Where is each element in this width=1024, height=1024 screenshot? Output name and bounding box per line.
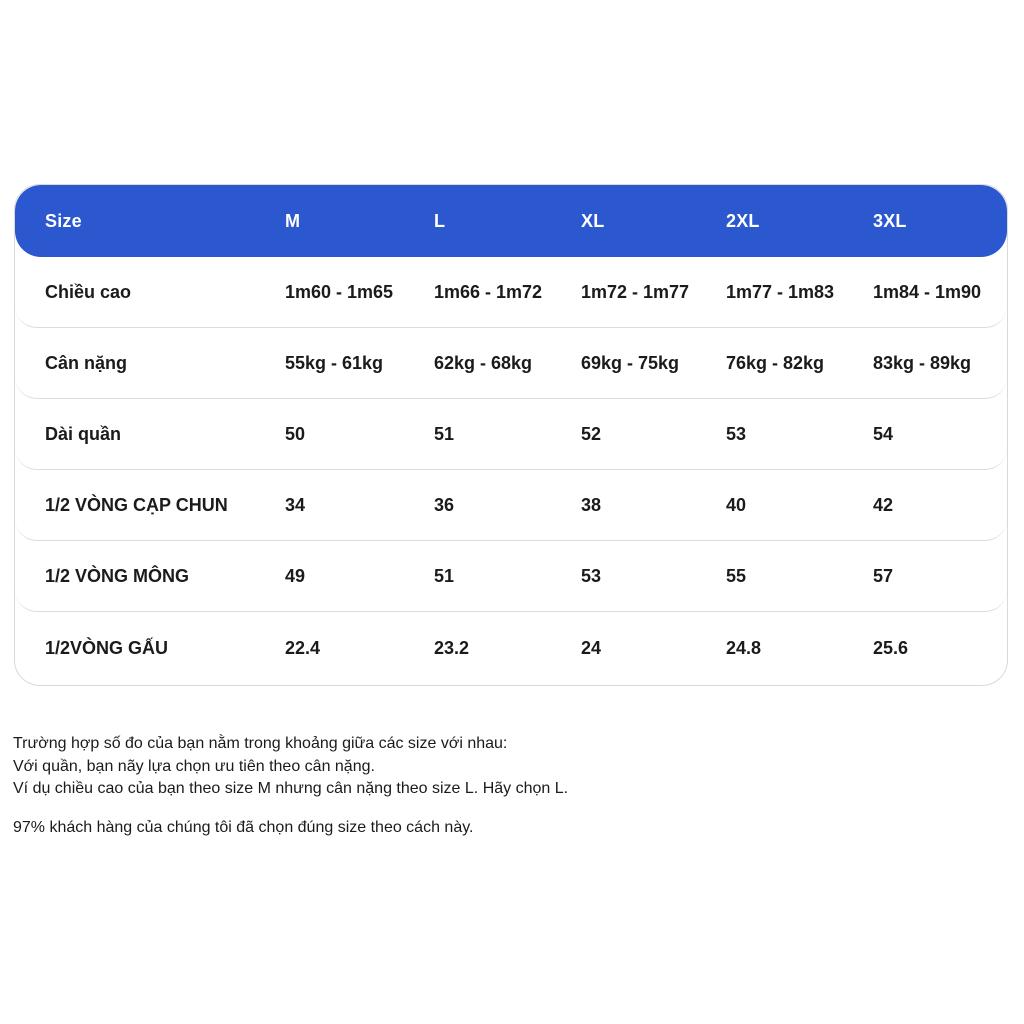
row-label: Cân nặng bbox=[45, 352, 128, 373]
table-cell: 53 bbox=[581, 565, 602, 586]
table-row-pants-length bbox=[15, 399, 1007, 470]
table-row-hip bbox=[15, 541, 1007, 612]
table-cell: 53 bbox=[726, 423, 747, 444]
note-stat: 97% khách hàng của chúng tôi đã chọn đúng size theo cách này. bbox=[13, 818, 474, 836]
row-label: 1/2 VÒNG MÔNG bbox=[45, 565, 190, 586]
size-notes bbox=[13, 733, 1003, 839]
table-cell: 51 bbox=[434, 423, 455, 444]
header-cell-l: L bbox=[434, 210, 446, 231]
table-cell: 62kg - 68kg bbox=[434, 352, 533, 373]
table-cell: 40 bbox=[726, 494, 747, 515]
table-cell: 42 bbox=[873, 494, 894, 515]
table-cell: 1m77 - 1m83 bbox=[726, 281, 835, 302]
table-cell: 55kg - 61kg bbox=[285, 352, 384, 373]
header-cell-2xl: 2XL bbox=[726, 210, 760, 231]
note-line-1: Trường hợp số đo của bạn nằm trong khoảng giữa các size với nhau: bbox=[13, 735, 508, 752]
table-cell: 52 bbox=[581, 423, 602, 444]
table-cell: 22.4 bbox=[285, 638, 321, 658]
table-cell: 57 bbox=[873, 565, 894, 586]
table-row-weight bbox=[15, 328, 1007, 399]
table-cell: 83kg - 89kg bbox=[873, 352, 972, 373]
header-cell-m: M bbox=[285, 210, 301, 231]
table-cell: 76kg - 82kg bbox=[726, 352, 825, 373]
table-cell: 38 bbox=[581, 494, 602, 515]
row-label: 1/2 VÒNG CẠP CHUN bbox=[45, 494, 228, 515]
row-label: Dài quần bbox=[45, 423, 122, 444]
table-cell: 1m72 - 1m77 bbox=[581, 281, 690, 302]
note-line-2: Với quần, bạn nãy lựa chọn ưu tiên theo cân nặng. bbox=[13, 757, 375, 775]
note-line-3: Ví dụ chiều cao của bạn theo size M nhưng cân nặng theo size L. Hãy chọn L. bbox=[13, 780, 569, 797]
table-cell: 34 bbox=[285, 494, 306, 515]
table-header-row bbox=[15, 185, 1007, 257]
table-cell: 69kg - 75kg bbox=[581, 352, 680, 373]
table-row-waist bbox=[15, 470, 1007, 541]
size-table bbox=[14, 184, 1008, 686]
header-cell-xl: XL bbox=[581, 210, 605, 231]
row-label: 1/2VÒNG GẤU bbox=[45, 638, 169, 658]
row-label: Chiều cao bbox=[45, 281, 132, 302]
table-cell: 1m60 - 1m65 bbox=[285, 281, 394, 302]
table-cell: 1m84 - 1m90 bbox=[873, 281, 982, 302]
table-cell: 24.8 bbox=[726, 638, 762, 658]
table-cell: 1m66 - 1m72 bbox=[434, 281, 543, 302]
table-cell: 51 bbox=[434, 565, 455, 586]
table-cell: 25.6 bbox=[873, 638, 909, 658]
header-cell-3xl: 3XL bbox=[873, 210, 907, 231]
table-cell: 49 bbox=[285, 565, 306, 586]
table-row-height bbox=[15, 257, 1007, 328]
table-cell: 55 bbox=[726, 565, 747, 586]
table-cell: 54 bbox=[873, 423, 894, 444]
table-cell: 36 bbox=[434, 494, 455, 515]
table-cell: 50 bbox=[285, 423, 306, 444]
header-cell-size: Size bbox=[45, 210, 82, 231]
table-row-hem bbox=[15, 612, 1007, 685]
table-cell: 23.2 bbox=[434, 638, 470, 658]
table-cell: 24 bbox=[581, 638, 602, 658]
